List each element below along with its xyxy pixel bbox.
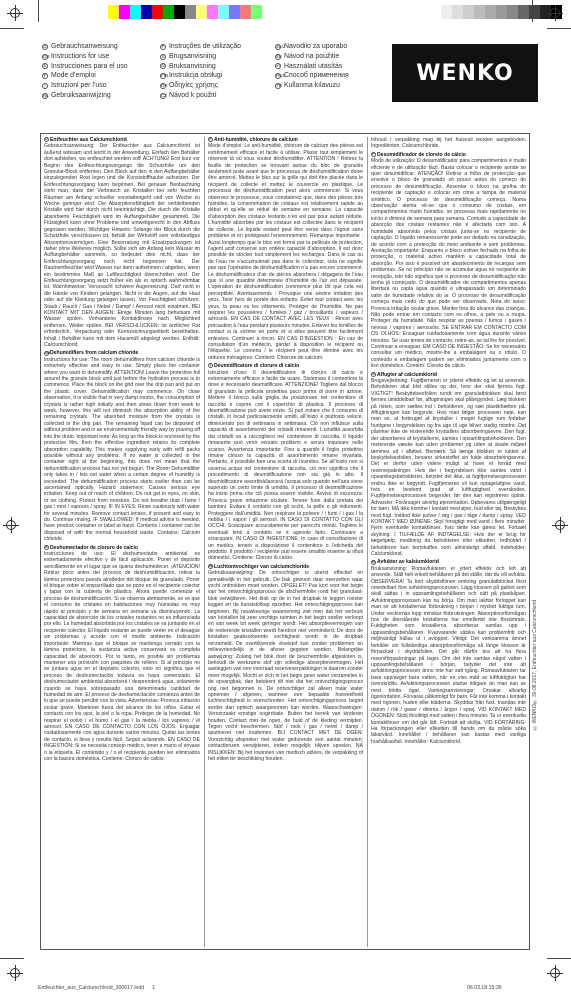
language-label: Brugsanvisning: [169, 52, 217, 60]
language-flag-icon: D: [43, 43, 47, 49]
section-title: Affugter af calciumklorid: [377, 371, 438, 378]
gray-swatch: [518, 5, 529, 19]
language-item: [160, 42, 241, 52]
language-flag-icon: GR: [161, 83, 168, 89]
language-flag-icon: N: [161, 63, 165, 69]
section-title: Deumidificatore di cloruro di calcio: [214, 363, 300, 370]
language-label: Instrucciones para el uso: [51, 62, 128, 70]
language-label: Mode d’emploi: [51, 72, 96, 80]
trim-mark: [0, 28, 24, 29]
language-item: [42, 62, 128, 72]
brand-logo-text: WENKO: [416, 60, 514, 86]
language-label: Navodilo za uporabo: [284, 43, 348, 50]
color-swatch: [108, 5, 119, 19]
language-label: Istruzioni per l’uso: [51, 82, 107, 90]
instruction-section: [208, 564, 363, 763]
language-flag-icon: E: [43, 63, 47, 69]
instruction-section: [44, 545, 200, 763]
instruction-section: [208, 137, 363, 361]
language-item: [275, 52, 349, 62]
section-body: Inhoud / verpakking mag bij het huisvuil worden aangeboden. Ingrediënten: Calciumchloride.: [371, 137, 526, 150]
color-swatch: [196, 5, 207, 19]
section-title: Anti-humidité, chlorure de calcium: [214, 137, 298, 143]
section-body: Bruksanvisning: Romavfukteren er yttert effektiv och lett att anvende. Ställ helt enkelt behållaren på det ställe, där du vill avfukta. OBSERVERA! Ta bort skyddsfilmen omkring granulatblocket först omedelbart före avfuktningsprocessen. Lägg klossen på gallret som skall sättas i in uppsamlingsbehållaren och sätt på plastkåpan. Avfuktningsprocessen kan nu börja. Om man iakttar förloppet kan man se att kristallernas förbrukning i början i mycket fuktiga rum. Under veckornas lopp minskar förbrukningen. Absorptionsförmågan hos de återstående kristallerna har emellertid inte försämrats. Fuktigheten som kristallerna absorberar samlas upp i uppsamlingsbehållaren. Kvarvarande vätska kan problemfritt och miljövänligt hällas ut i avloppet. Viktigt: Det verksamma ämnet behåller sin fullständiga absorptionsförmåga så länge klossen är förpackad i skyddsfolien. Det går därför bra att ha flera reservförpackningar på lager. Om det inte samlas något vatten i uppsamlingsbehållaren i början, betyder det inte att avfuktningsprocessen ännu inte har satt igång. Rumsavfuktaren tar bara upp/avger bara vatten, när en viss mätt av luftfuktighet har överskridits. Avfuktningsprocessen startar tidigare än man kan se med blotta ögat. Varningsanvisningar: Orsakar allvarlig ögonirritation. Förvaras oåtkomligt för barn. Får inte komma i kontakt med ögonen, huden eller kläderna. Skyddas från fukt. Inandas inte damm / rök / gaser / dimma / ångor / sprej. VID KONTAKT MED ÖGONEN: Skölj försiktigt med vatten i flera minuter. Ta ur eventuella kontaktlinser om det går lätt. Fortsätt att skölja. VID FÖRTÄRING: Ha förpackningen eller etiketten till hands om du måste söka läkarvård. Innehållet / behållaren kan kastas med vanliga hushållsavfall. Innehåller: Kalciumklorid.: [371, 565, 526, 745]
color-swatch: [229, 5, 240, 19]
registration-mark: [6, 520, 16, 530]
language-list-middle: [160, 42, 241, 101]
color-swatch: [207, 5, 218, 19]
gray-swatch: [430, 5, 441, 19]
language-label: Kullanma kılavuzu: [284, 82, 340, 90]
color-swatch: [185, 5, 196, 19]
color-swatch: [251, 5, 262, 19]
instruction-section: [371, 152, 526, 370]
section-body: Gebruiksaanwijzing: De ontvochtiger is uiterst effectief en gemakkelijk in het gebruik. De bak gewoon daar neerzetten waar vocht onttrokken moet worden. OPGELET! Pas kort voor het begin van het ontvochtigingsproces de afschermfolie rond het granulaat-blok verwijderen. Het blok op de in het drupbak te leggen rooster leggen en de kunststofkap opzetten. Het ontvochtigingsproces kan beginnen. Bij nauwkeurige waarneming ziet men dat het verbruik van kristallen bij zeer vochtige ruimten in het begin sneller verloopt en van week tot week geringer wordt. Het absorptievermogen van de resterende kristallen wordt hierdoor niet verminderd. De door de kristallen geabsorbeerde vochtigheid wordt in de drupbak verzameld. De overblijvende vloeistof kan zonder problemen en milieuvriendelijk in de afvoer gegoten worden. Belangrijke aanwijzing: Zolang het blok door de beschermfolie afgesloten is, behoudt de werkzame stof zijn volledige absorptievermogen. Het aanleggen van een voorraad reserveverpakkingen is daarom zonder meer mogelijk. Mocht er zich in het begin geen water verzamelen in de opvangbak, dan betekent dit niet dat het ontvochtigingsproces nog niet begonnen is. De ontvochtiger zal alleen maar water opnemen / afgeven, wanneer een bepaalde hoeveelheid luchtvochtigheid is overschreden. Het ontvochtigingsproces begint eerder dan optisch waargenomen kan worden. Waarschuwingen: Veroorzaakt ernstige oogirritatie. Buiten het bereik van kinderen houden. Contact met de ogen, de huid of de kleding vermijden. Tegen vocht beschermen. Stof / rook / gas / nevel / damp / spuitnevel niet inademen. BIJ CONTACT MET DE OGEN: Voorzichtig afspoelen met water gedurende een aantal minuten; contactlenzen verwijderen, indien mogelijk; blijven spoelen. NA INSLIKKEN: Bij het inwinnen van medisch advies, de verpakking of het etiket ter beschikking houden.: [208, 570, 363, 762]
language-label: Способ применения: [284, 72, 349, 80]
section-body: Instrucciones de uso: El deshumectador ambiental es extremadamente efectivo y de fácil aplicación. Poner el depósito sencillamente en el lugar que se quiera deshumedecer. ¡ATENCIÓN! Retirar poco antes del proceso de deshumidificación, retirar la lámina protectora puesta alrededor del bloque de granulado. Poner el bloque sobre el emparrillado que se pone en el recipiente colector y tapar con la cubierta de plástico. Ahora puede comenzar el proceso de deshumidificación. Si se observa atentamente, se ve que el consumo de cristales en habitaciones muy húmedas es muy rápido al principio y de semana en semana va disminuyendo. La capacidad de absorción de los cristales restantes no es influenciada por ello. La humedad absorbida por los cristales se va juntando en el recipiente colector. El líquido restante se puede verter en el desagüe sin problemas y acorde con el medio ambiente. Indicación importante: Mientras que el bloque se mantenga cerrado con la lámina protectora, la sustancia activa conservará su completa capacidad de absorción. Por lo tanto, es posible sin problemas mantener una provisión con paquetes de relleno. Si al principio no se juntara agua en el depósito colector, esto no significa que el proceso de deshumectación todavía no haya comenzado. El deshumectador ambiental absorberá / desprenderá agua, solamente cuando se haya sobrepasado una determinada cantidad de humedad de aire. El proceso de deshumectación comienza antes de lo que se puede percibir con la vista. Advertencias: Provoca irritación ocular grave. Mantener fuera del alcance de los niños. Evitar el contacto con los ojos, la piel o la ropa. Proteger de la humedad. No respirar el polvo / el humo / el gas / la niebla / los vapores / el aerosol. EN CASO DE CONTACTO CON LOS OJOS: Enjuagar cuidadosamente con agua durante varios minutos. Quitar las lentes de contacto, si lleva y resulta fácil. Seguir aclarando. EN CASO DE INGESTIÓN: Si se necesita consejo médico, tener a mano el envase o la etiqueta. El contenido y / o el recipiente pueden ser eliminados con la basura doméstica. Contiene: Cloruro de calcio.: [44, 551, 200, 762]
section-body: Mode d’emploi: Le anti-humidité, chlorure de calcium des pièces est extrêmement efficace et facile à utiliser. Placer tout simplement le réservoir là où vous voulez déshumidifier. ATTENTION ! Retirez la feuille de protection se trouvant autour du bloc de granulés seulement juste avant que le processus de déshumidification doive être amorcé. Mettez le bloc sur la grille qui doit être placée dans le récipient de collecte et mettez le couvercle en plastique. Le processus de déshumidification peut alors commencer. Si vous observez le processus, vous constaterez que, dans des pièces très humides, la consommation de cristaux est relativement rapide au début et qu’elle se réduit de semaine en semaine. La capacité d’absorption des cristaux restants n’en est par pour autant réduite. L’humidité absorbée par les cristaux est collectée dans le récipient de collecte. Le liquide restant peut être versé dans l’égout sans problème et en protégeant l’environnement. Remarque importante : Aussi longtemps que le bloc est fermé par la pellicule de protection, l’agent actif conserve son entière capacité d’absorption. Il est donc possible de stocker tout simplement les recharges. Dans le cas ou de l’eau ne s’accumulerait pas dans le collecteur, cela ne signifie pas que l’opération de déshumidification n’a pas encore commencé. Le déshumidificateur d’air de pièces absorbera / dégagera de l’eau que si une quantité déterminée d’humidité de l’air est dépassée. L’opération de déshumidification commence plus tôt que cela est perceptible. Avertissements : Provoque une sévère irritation des yeux. Tenir hors de portée des enfants. Éviter tout contact avec les yeux, la peau ou les vêtements. Protéger de l’humidité. Ne pas respirer les poussières / fumées / gaz / brouillards / vapeurs / aérosols. EN CAS DE CONTACT AVEC LES YEUX : Rincer avec précaution à l’eau pendant plusieurs minutes. Enlever les lentilles de contact si la victime en porte et si elles peuvent être facilement enlevées. Continuer à rincer. EN CAS D’INGESTION : En cas de consultation d’un médecin, garder à disposition le récipient ou l’étiquette. Le contenu / le récipient peut être éliminé avec les ordures ménagères. Contient: Chlorure de calcium.: [208, 143, 363, 361]
gray-swatch: [474, 5, 485, 19]
instruction-section: [208, 363, 363, 562]
registration-mark: [555, 520, 565, 530]
section-title: Luchtontvochtiger van calciumchloride: [214, 563, 310, 570]
language-flag-icon: GB: [45, 350, 51, 355]
color-swatch: [130, 5, 141, 19]
language-item: [160, 81, 241, 91]
language-flag-icon: TR: [276, 83, 282, 89]
language-flag-icon: S: [161, 53, 165, 59]
trim-mark: [547, 958, 571, 959]
registration-mark: [10, 968, 20, 978]
language-flag-icon: F: [43, 73, 47, 79]
footer-datetime: 06.03.18 15:36: [467, 985, 502, 991]
language-label: Instruções de utilização: [169, 43, 242, 50]
language-item: [160, 71, 241, 81]
language-item: [160, 62, 241, 72]
section-body: Gebrauchsanweisung: Der Entfeuchter aus Calciumchlorid ist äußerst wirksam und leicht in der Anwendung. Einfach den Behälter dort aufstellen, wo entfeuchtet werden soll! ACHTUNG! Erst kurz vor Beginn des Entfeuchtungsvorgangs die Schutzfolie um den Granulat-Block entfernen. Den Block auf den in den Auffangbehälter einzulegenden Rost legen und die Kunststoffhaube aufsetzen. Der Entfeuchtungsvorgang kann beginnen. Bei genauer Beobachtung sieht man, dass der Verbrauch an Kristallen bei sehr feuchten Räumen am Anfang schneller vonstattengeht und von Woche zu Woche geringer wird. Die Absorptionsfähigkeit der verbleibenden Kristalle wird hier durch nicht beeinträchtigt. Die durch die Kristalle absorbierte Feuchtigkeit wird im Auffangbehälter gesammelt. Die Flüssigkeit kann ohne Probleme und umweltgerecht in den Abfluss gegossen werden. Wichtiger Hinweis: Solange der Block durch die Schutzfolie verschlossen ist, behält der Wirkstoff sein vollständiges Absorptionsvermögen. Eine Bevorratung mit Ersatzpackungen ist daher ohne Weiteres möglich. Sollte sich am Anfang kein Wasser im Auffangbehälter sammeln, so bedeutet dies nicht, dass der Entfeuchtungsvorgang noch nicht begonnen hat. Der Raumentfeuchter wird Wasser nur dann aufnehmen / abgeben, wenn ein bestimmtes Maß an Luftfeuchtigkeit überschritten wird. Der Entfeuchtungsvorgang setzt früher ein als er optisch wahrnehmbar ist. Warnhinweise: Verursacht schwere Augenreizung. Darf nicht in die Hände von Kindern gelangen. Nicht in die Augen, auf die Haut oder auf die Kleidung gelangen lassen. Vor Feuchtigkeit schützen. Staub / Rauch / Gas / Nebel / Dampf / Aerosol nicht einatmen. BEI KONTAKT MIT DEN AUGEN: Einige Minuten lang behutsam mit Wasser spülen. Vorhandene Kontaktlinsen nach Möglichkeit entfernen. Weiter spülen. BEI VERSCHLUCKEN: Ist ärztlicher Rat erforderlich, Verpackung oder Kennzeichnungsetikett bereithalten. Inhalt / Behälter kann mit dem Hausmüll abgelegt werden. Enthält: Calciumchlorid.: [44, 143, 200, 348]
text-column-2: [204, 137, 366, 947]
brand-logo: [392, 44, 538, 102]
section-body: Modo de utilização: O desumidificador para compartimentos é muito eficiente e de utilização fácil. Basta colocar o recipiente aonde se quer desumidificar. ATENÇÃO! Retirar a folha de protecção que envolve o bloco de granulado só pouco antes do começo do processo de desumidificação. Assentar o bloco na grelha do recipiente de captação e colocar em cima a tampa de material sintético. O processo de desumidificação começa. Numa observação atenta vê-se que o consumo de cristais, em compartimentos muito húmidos, se processa mais rapidamente no início e diminui de semana para semana. Contudo a capacidade de absorção dos cristais restantes não é afectada com isto. A humidade absorvida pelos cristais junta-se no recipiente de captação. O líquido remanescente pode ser deitado na canalização, de acordo com a protecção do meio ambiente e sem problemas. Anotação importante: Enquanto o bloco estiver fechado na folha de protecção, o material activo mantém a capacidade total de absorção. Por isso é possível um abastecimento de recargas sem problemas. Se no princípio não se acumular água no recipiente de recepção, isto não significa que o processo de desumidificação não tenha já começado. O desumidificador de compartimentos apenas libertará ou capta água quando é ultrapassado um determinado valor de humidade relativa do ar. O processo de desumidificação começa mais cedo do que pode ser observado. Nota de aviso: Provoca irritação ocular grave. Manter fora do alcance das crianças. Não pode entrar em contacto com os olhos, a pele ou a roupa. Proteger da humidade. Não respirar as poeiras / fumos / gases / névoas / vapores / aerossóis. SE ENTRAR EM CONTACTO COM OS OLHOS: Enxaguar cuidadosamente com água durante vários minutos. Se usar lentes de contacto, retire-as, se tal lhe for possível. Continuar a enxaguar. EM CASO DE INGESTÃO: Se for necessário consultar um médico, mostre-lhe a embalagem ou o rótulo. O conteúdo e embalagem podem ser eliminados juntamente com o lixo doméstico. Contém: Cloreto de cálcio.: [371, 158, 526, 370]
section-title: Desumidificador de cloreto de cálcio: [377, 151, 466, 158]
language-label: Οδηγίες χρήσης: [169, 82, 219, 90]
language-flag-icon: NL: [43, 92, 49, 98]
language-item: [160, 52, 241, 62]
instruction-section: [44, 137, 200, 348]
language-item: [42, 52, 128, 62]
language-flag-icon: F: [209, 137, 212, 142]
language-item: [275, 62, 349, 72]
gray-swatch: [496, 5, 507, 19]
language-item: [42, 91, 128, 101]
language-item: [275, 42, 349, 52]
copyright-side-text: © WENKO® 30.08.2017, Entfeuchter aus Calciumchlorid: [532, 600, 538, 731]
color-swatch: [174, 5, 185, 19]
section-body: Brugsvejledning: Fugtfjerneren er yderst effektiv og let at anvende. Beholderen skal blot stilles op der, hvor der skal fjernes fugt. VIGTIGT! Beskyttelsesfolien rundt om granulatblokken skal først fjernes umiddelbart før, affugtningen skal påbegyndes. Læg blokken på risten, som sættes ind i beholderen, og sæt plastikhætten på. Affugtningen kan begynde. Hvis man følger processen nøje, kan man se, at forbruget af krystaller i meget fugtige rum forløber hurtigere i begyndelsen og fra uge til uge bliver stadig mindre. Det påvirker ikke de resterende krystallers absorberingsevne. Den fugt, der absorberes af krystallerne, samles i opsamlingsbeholderen. Den resterende væske kan uden problemer og uden at skade miljøet tømmes ud i afløbet. Bemærk: Så længe blokken er lukket af beskyttelsesfolien, bevarer virkestoffet sin fulde absorberingsevne. Det er derfor uden videre muligt at have et forråd med reservepakninger. Hvis der i begyndelsen ikke samles vand i opsamlingsbeholderen, betyder det ikke, at fugtfjernelsesprocessen endnu ikke er begyndt. Fugtfjerneren vil kun optage/afgive vand, hvis en bestemt grad af luftfugtighed overskrides. Fugtfjernelsesprocessen begynder, før den kan registreres optisk. Advarsler: Forårsager alvorlig øjenirritation. Opbevares utilgængeligt for børn. Må ikke komme i kontakt med øjne, hud eller tøj. Beskyttes mod fugt. Indånd ikke pulver / røg / gas / tåge / damp / spray. VED KONTAKT MED ØJNENE: Skyl forsigtigt med vand i flere minutter. Fjern eventuelle kontaktlinser, hvis dette kan gøres let. Fortsæt skylning. I TILFÆLDE AF INDTAGELSE: Hvis der er brug for lægehjælp, medbring da beholderen eller etiketten. Indholdet / beholderen kan bortskaffes som almindeligt affald. Indeholder: Calciumklorid.: [371, 378, 526, 557]
language-flag-icon: D: [45, 137, 48, 142]
language-flag-icon: CZ: [161, 92, 167, 98]
language-item: [160, 91, 241, 101]
instructions-frame: [40, 133, 530, 950]
language-list-left: [42, 42, 128, 101]
color-swatch: [152, 5, 163, 19]
footer-file-name: Entfeuchter_aus_Calciumchlorid_300617.indd: [38, 985, 145, 991]
gray-swatch: [529, 5, 540, 19]
gray-swatch: [485, 5, 496, 19]
language-flag-icon: FIN: [161, 73, 169, 79]
color-swatch: [163, 5, 174, 19]
color-swatch: [240, 5, 251, 19]
gray-swatch: [507, 5, 518, 19]
language-list-right: [275, 42, 349, 91]
trim-mark: [547, 28, 571, 29]
language-flag-icon: I: [42, 83, 48, 89]
color-calibration-bar: [108, 5, 262, 19]
language-label: Návod k použití: [169, 91, 217, 99]
text-column-3: [367, 137, 529, 947]
registration-mark: [550, 968, 560, 978]
language-flag-icon: RUS: [276, 73, 286, 79]
language-label: Gebrauchsanweisung: [51, 43, 118, 50]
color-swatch: [141, 5, 152, 19]
language-label: Návod na použitie: [284, 52, 340, 60]
section-title: Dehumidifiers from calcium chloride: [50, 350, 139, 357]
language-label: Gebruiksaanwijzing: [51, 91, 111, 99]
section-body: Instructions for use: The room dehumidifiers from calcium chloride is extremely effective and easy to use. Simply place the container where you want to dehumidify. ATTENTION! Leave the protective foil around the granule block until just before the hydration process is to commence. Place the block on the grid over the drip pan and put on the plastic cover. Dehumidification may commence. On close observation, it is visible that in very damp rooms, the consumption of crystals is rather high initially and then slows down from week to week, however, this will not diminish the absorption ability of the remaining crystals. The absorbed moisture from the crystals is collected in the drip pan. The remaining liquid can be disposed of without problem and in an environmentally friendly way by pouring off into the drain. Important note: As long as the block is enclosed by the protective film, then the effective ingredient retains its complete absorption capability. This makes supplying early with refill packs possible without any problems. If no water is collected in the container right at the beginning, this does not mean that the dehumidification process has not yet begun. The Room Dehumidifier only takes in / lets out water when a certain degree of humidity is exceeded. The dehumidification process starts earlier than can be ascertained optically. Hazard statement: Causes serious eye irritation. Keep out of reach of children. Do not get in eyes, on skin, or on clothing. Protect from moisture. Do not breathe dust / fume / gas / mist / vapours / spray. IF IN EYES: Rinse cautiously with water for several minutes. Remove contact lenses, if present and easy to do. Continue rinsing. IF SWALLOWED: If medical advice is needed, have product container or label at hand. Contents / container can be disposed of with the normal household waste. Contains: Calcium chloride.: [44, 356, 200, 543]
language-flag-icon: NL: [209, 563, 214, 568]
section-title: Avfukter av kalsiumklorid: [377, 559, 439, 566]
section-body: Istruzioni d’uso: Il deumidificatore di cloruro di calcio è estremamente efficace e facile da usare. Sistemare il contenitore là dove è necessario deumidificare. ATTENZIONE! Togliere dal blocco di granulato la pellicola protettiva poco prima di porre in azione. Mettere il blocco sulla griglia da posizionare nel contenitore di raccolta e coprire con il coperchio di plastica. Il processo di deumidificazione può avere inizio. Si può notare che il consumo di cristalli, in locali particolarmente umidi, all’inizio è piuttosto veloce, diminuendo poi di settimana in settimana. Ciò non influisce sulla capacità di assorbimento dei cristalli rimanenti. L’umidità assorbita dai cristalli va a raccogliersi nel contenitore di raccolta. Il liquido rimanente può venir versato problemi e senza inquinare nello scarico. Avvertenza importante: Fino a quando il foglio protettivo rimane chiuso la capacità di assorbimento rimane invariata. Pertanto, è possibile fare una scorta di ricambio. Se all’inizio non si osserva acqua nel contenitore di raccolta, ciò non significa che il procedimento di deumidificazione non sia già in atto. Il deumidificatore assorbirà/lascerà l’acqua solo quando nell’aria viene superato un certo limite di umidità. Il processo di deumidificazione ha inizio prima che ciò possa essere visibile. Avviso di sicurezza: Provoca grave irritazione oculare. Tenere fuori dalla portata dei bambini. Evitare il contatto con gli occhi, la pelle o gli indumenti. Proteggere dall’umidità. Non respirare la polvere / i fumi / i gas / la nebbia / i vapori / gli aerosol. IN CASO DI CONTATTO CON GLI OCCHI: Sciacquare accuratamente per parecchi minuti. Togliere le eventuali lenti a contatto se è agevole farlo. Continuare a sciacquare. IN CASO DI INGESTIONE: In caso di consultazione di un medico, tenere a disposizione il contenitore o l’etichetta del prodotto. Il prodotto / recipiente può essere smaltito insieme ai rifiuti domestici. Contiene: Cloruro di calcio.: [208, 369, 363, 562]
language-flag-icon: E: [45, 544, 48, 549]
trim-mark: [38, 0, 39, 22]
language-label: Instrukcja obsługi: [169, 72, 223, 80]
registration-mark: [10, 8, 20, 18]
instruction-section: [371, 372, 526, 558]
language-item: [42, 81, 128, 91]
trim-mark: [532, 0, 533, 22]
language-flag-icon: SK: [276, 53, 283, 59]
language-flag-icon: H: [276, 63, 280, 69]
language-flag-icon: P: [161, 43, 165, 49]
language-item: [42, 71, 128, 81]
instruction-section: [371, 559, 526, 745]
language-item: [275, 81, 349, 91]
gray-swatch: [452, 5, 463, 19]
language-flag-icon: GB: [43, 53, 50, 59]
color-swatch: [218, 5, 229, 19]
language-label: Instructions for use: [51, 52, 110, 60]
language-flag-icon: P: [372, 151, 375, 156]
instruction-section: [371, 137, 526, 150]
language-flag-icon: I: [208, 363, 213, 368]
language-label: Használati utasítás: [284, 62, 343, 70]
trim-mark: [0, 958, 24, 959]
language-item: [42, 42, 128, 52]
color-swatch: [119, 5, 130, 19]
gray-swatch: [441, 5, 452, 19]
text-column-1: [41, 137, 203, 947]
language-flag-icon: S: [372, 371, 375, 376]
language-label: Bruksanvisning: [169, 62, 216, 70]
registration-mark: [550, 8, 560, 18]
instruction-section: [44, 350, 200, 542]
section-title: Deshumectador de cloruro de calcio: [50, 544, 139, 551]
footer-page-number: 1: [152, 985, 155, 991]
gray-swatch: [463, 5, 474, 19]
language-item: [275, 71, 349, 81]
section-title: Entfeuchter aus Calciumchlorid: [50, 137, 127, 143]
language-flag-icon: N: [372, 559, 375, 564]
gray-calibration-bar: [430, 5, 562, 19]
language-flag-icon: SLO: [276, 43, 286, 49]
